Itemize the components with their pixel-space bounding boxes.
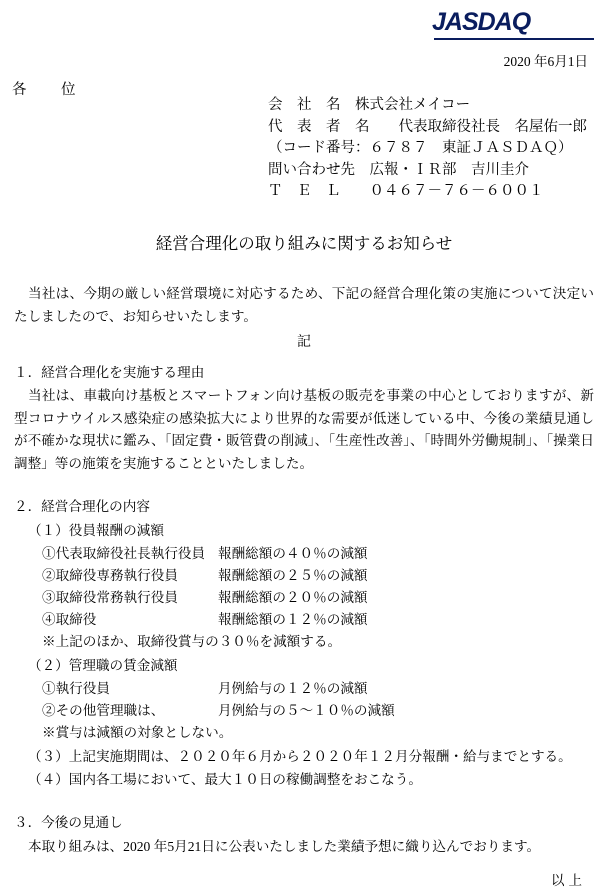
row-role: ④取締役 (42, 612, 97, 627)
telephone-line: Ｔ Ｅ Ｌ ０４６７－７６－６００１ (268, 183, 544, 199)
table-row (14, 587, 594, 608)
section3-heading: ３．今後の見通し (14, 814, 123, 830)
page-title: 経営合理化の取り組みに関するお知らせ (155, 234, 453, 253)
logo-text: JASDAQ (432, 8, 531, 36)
row-role: ②その他管理職は、 (42, 703, 165, 718)
section2-item1-label: （１）役員報酬の減額 (28, 522, 164, 538)
document-date: 2020 年6月1日 (503, 54, 588, 69)
table-row (14, 678, 594, 699)
closing-mark: 以上 (551, 873, 586, 888)
section1-paragraph: 当社は、車載向け基板とスマートフォン向け基板の販売を事業の中心としておりますが、新型コロナウイルス感染症の感染拡大により世界的な需要が低迷している中、今後の業績見通しが不確かな現状に鑑み、「固定費・販管費の削減」、「生産性改善」、「時間外労働規制」、「操業日調整」等の施策を実施することといたしました。 (14, 388, 594, 471)
section2-item2-note: ※賞与は減額の対象としない。 (42, 725, 233, 740)
section2-item3: （３）上記実施期間は、２０２０年６月から２０２０年１２月分報酬・給与までとする。 (28, 748, 572, 764)
row-amount: 報酬総額の２０％の減額 (218, 590, 368, 605)
section2-item2-label: （２）管理職の賃金減額 (28, 657, 178, 673)
representative-line: 代 表 者 名 代表取締役社長 名屋佑一郎 (268, 118, 587, 135)
table-row (14, 565, 594, 586)
logo-underline (434, 38, 594, 40)
row-role: ①代表取締役社長執行役員 (42, 546, 206, 561)
document-body (14, 283, 594, 861)
ki-marker: 記 (297, 335, 311, 350)
table-row (14, 700, 594, 721)
row-amount: 報酬総額の１２％の減額 (218, 612, 368, 627)
section2-item4: （４）国内各工場において、最大１０日の稼働調整をおこなう。 (28, 772, 422, 787)
intro-paragraph: 当社は、今期の厳しい経営環境に対応するため、下記の経営合理化策の実施について決定いたしましたので、お知らせいたします。 (14, 286, 594, 324)
section2-heading: ２．経営合理化の内容 (14, 499, 150, 514)
row-amount: 報酬総額の２５％の減額 (218, 568, 368, 583)
row-role: ②取締役専務執行役員 (42, 568, 178, 583)
contact-line: 問い合わせ先 広報・ＩＲ部 吉川圭介 (268, 161, 529, 178)
section2-item1-note: ※上記のほか、取締役賞与の３０％を減額する。 (42, 634, 342, 649)
row-role: ③取締役常務執行役員 (42, 590, 178, 605)
table-row (14, 543, 594, 564)
row-role: ①執行役員 (42, 681, 110, 696)
section1-heading: １．経営合理化を実施する理由 (14, 364, 205, 380)
addressee: 各 位 (12, 82, 86, 98)
row-amount: 月例給与の１２％の減額 (218, 681, 368, 696)
row-amount: 報酬総額の４０％の減額 (218, 546, 368, 561)
row-amount: 月例給与の５～１０％の減額 (218, 703, 395, 718)
section3-paragraph: 本取り組みは、2020 年5月21日に公表いたしました業績予想に織り込んでおります。 (28, 839, 541, 854)
company-name-line: 会 社 名 株式会社メイコー (268, 97, 471, 113)
company-info-block (268, 95, 587, 203)
jasdaq-logo (432, 8, 594, 40)
table-row (14, 609, 594, 630)
securities-code-line: （コード番号：６７８７ 東証ＪＡＳＤＡＱ） (268, 140, 573, 156)
